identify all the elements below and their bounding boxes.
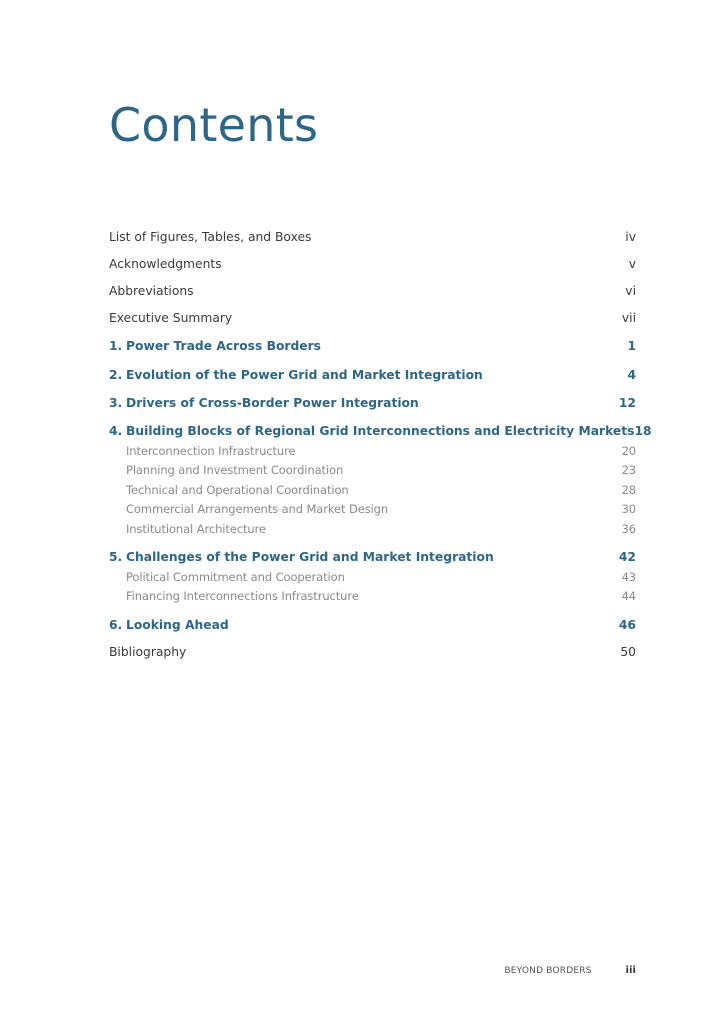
toc-chapter-number: 1. (109, 339, 123, 353)
toc-chapter-label: Building Blocks of Regional Grid Interconnections and Electricity Markets (126, 424, 635, 438)
toc-section-page: 43 (621, 570, 636, 584)
toc-chapter-number: 6. (109, 618, 123, 632)
toc-chapter-1[interactable] (109, 339, 636, 353)
toc-entry-page: 50 (620, 645, 636, 659)
toc-chapter-2[interactable] (109, 368, 636, 382)
toc-chapter-page: 46 (618, 618, 636, 632)
toc-entry-page: vii (621, 311, 636, 325)
toc-entry-executive-summary[interactable] (109, 311, 636, 325)
toc-section-technical-operational[interactable] (126, 483, 636, 497)
toc-chapter-page: 42 (618, 550, 636, 564)
toc-chapter-page: 4 (627, 368, 636, 382)
toc-section-label: Political Commitment and Cooperation (126, 570, 345, 584)
toc-section-commercial-arrangements[interactable] (126, 502, 636, 516)
page-number: iii (625, 965, 636, 976)
toc-entry-label: List of Figures, Tables, and Boxes (109, 230, 312, 244)
toc-section-page: 30 (621, 502, 636, 516)
toc-entry-page: iv (625, 230, 636, 244)
toc-section-institutional-architecture[interactable] (126, 522, 636, 536)
toc-chapter-label: Challenges of the Power Grid and Market Integration (126, 550, 494, 564)
toc-chapter-title (109, 618, 229, 632)
toc-chapter-title (109, 550, 494, 564)
page-title: Contents (109, 98, 319, 152)
toc-section-page: 23 (621, 463, 636, 477)
toc-chapter-title (109, 339, 321, 353)
toc-chapter-title (109, 396, 419, 410)
toc-chapter-4[interactable] (109, 424, 652, 438)
toc-chapter-number: 3. (109, 396, 123, 410)
toc-entry-page: v (628, 257, 636, 271)
toc-entry-acknowledgments[interactable] (109, 257, 636, 271)
toc-chapter-label: Evolution of the Power Grid and Market Integration (126, 368, 483, 382)
toc-entry-bibliography[interactable] (109, 645, 636, 659)
toc-entry-label: Acknowledgments (109, 257, 222, 271)
toc-section-financing-interconnections[interactable] (126, 589, 636, 603)
toc-entry-label: Executive Summary (109, 311, 233, 325)
toc-chapter-number: 4. (109, 424, 123, 438)
toc-chapter-title (109, 424, 634, 438)
toc-chapter-number: 2. (109, 368, 123, 382)
running-title: BEYOND BORDERS (504, 966, 592, 976)
toc-section-interconnection-infrastructure[interactable] (126, 444, 636, 458)
toc-section-page: 28 (621, 483, 636, 497)
toc-entry-list-of-figures[interactable] (109, 230, 636, 244)
toc-chapter-6[interactable] (109, 618, 636, 632)
toc-chapter-label: Looking Ahead (126, 618, 229, 632)
toc-section-page: 44 (621, 589, 636, 603)
toc-entry-label: Bibliography (109, 645, 187, 659)
toc-chapter-label: Drivers of Cross-Border Power Integration (126, 396, 419, 410)
toc-section-label: Institutional Architecture (126, 522, 266, 536)
toc-chapter-page: 18 (634, 424, 652, 438)
toc-entry-label: Abbreviations (109, 284, 194, 298)
toc-section-label: Technical and Operational Coordination (126, 483, 349, 497)
toc-section-page: 20 (621, 444, 636, 458)
toc-section-political-commitment[interactable] (126, 570, 636, 584)
toc-chapter-3[interactable] (109, 396, 636, 410)
toc-section-label: Interconnection Infrastructure (126, 444, 296, 458)
page-footer (504, 965, 636, 976)
toc-section-label: Commercial Arrangements and Market Design (126, 502, 389, 516)
toc-chapter-label: Power Trade Across Borders (126, 339, 321, 353)
toc-section-label: Financing Interconnections Infrastructure (126, 589, 359, 603)
toc-section-label: Planning and Investment Coordination (126, 463, 344, 477)
toc-chapter-title (109, 368, 483, 382)
toc-chapter-5[interactable] (109, 550, 636, 564)
toc-chapter-page: 1 (627, 339, 636, 353)
toc-chapter-page: 12 (618, 396, 636, 410)
toc-entry-page: vi (625, 284, 636, 298)
toc-section-planning-investment[interactable] (126, 463, 636, 477)
toc-chapter-number: 5. (109, 550, 123, 564)
toc-entry-abbreviations[interactable] (109, 284, 636, 298)
toc-section-page: 36 (621, 522, 636, 536)
